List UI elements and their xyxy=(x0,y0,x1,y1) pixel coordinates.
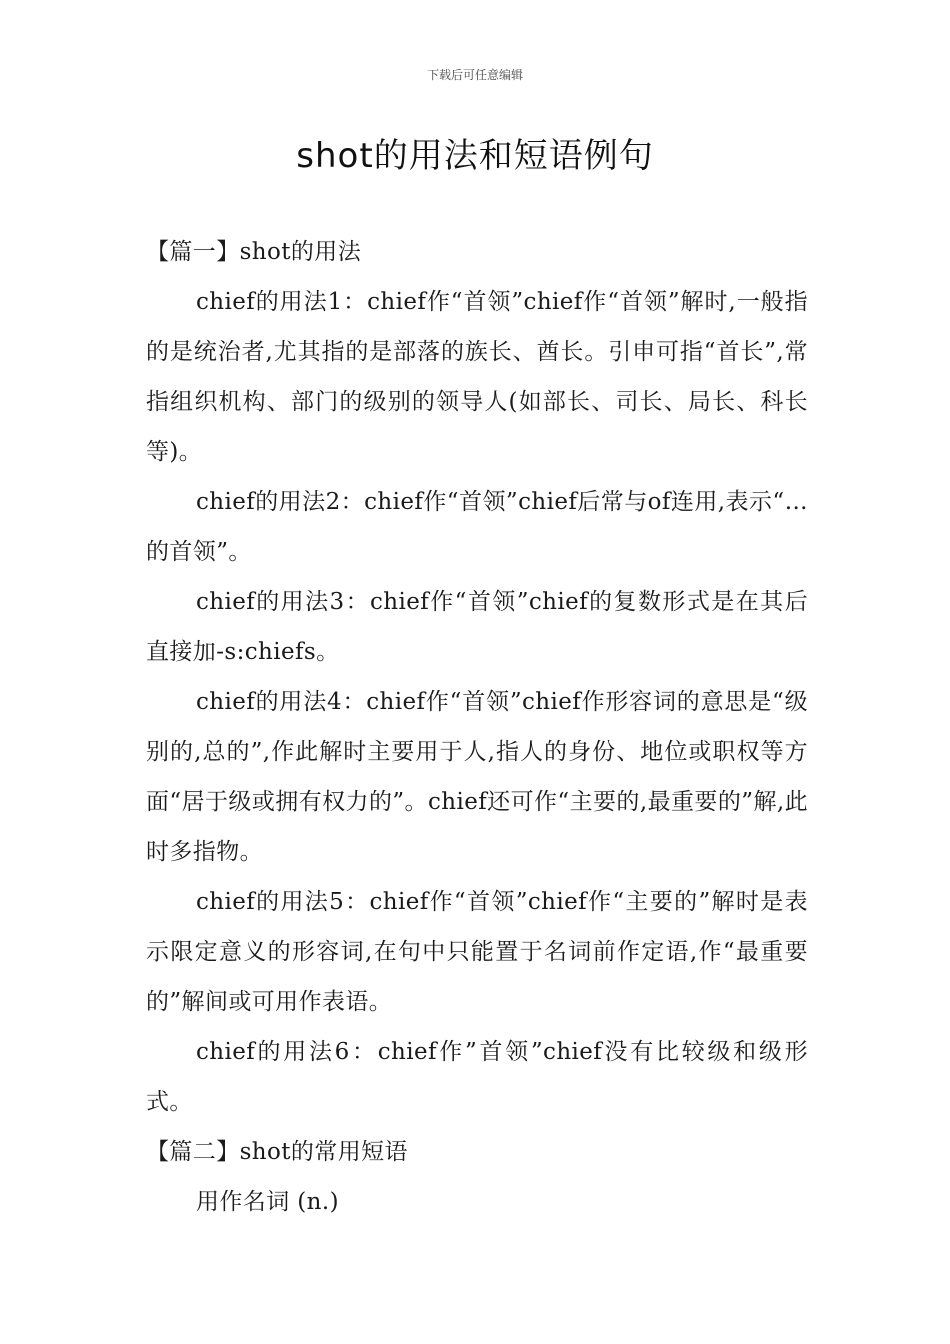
paragraph: chief的用法2：chief作“首领”chief后常与of连用,表示“…的首领”。 xyxy=(146,489,808,565)
paragraph: chief的用法4：chief作“首领”chief作形容词的意思是“级别的,总的”,作此解时主要用于人,指人的身份、地位或职权等方面“居于级或拥有权力的”。chief还可作“主要的,最重要的”解,此时多指物。 xyxy=(146,689,808,865)
paragraph: chief的用法1：chief作“首领”chief作“首领”解时,一般指的是统治者,尤其指的是部落的族长、酋长。引申可指“首长”,常指组织机构、部门的级别的领导人(如部长、司长、局长、科长等)。 xyxy=(146,289,808,465)
section-heading: 【篇二】shot的常用短语 xyxy=(146,1139,408,1165)
paragraph: chief的用法5：chief作“首领”chief作“主要的”解时是表示限定意义的形容词,在句中只能置于名词前作定语,作“最重要的”解间或可用作表语。 xyxy=(146,889,808,1015)
header-note: 下载后可任意编辑 xyxy=(426,68,523,82)
document-body xyxy=(146,227,808,1227)
paragraph: chief的用法3：chief作“首领”chief的复数形式是在其后直接加-s:chiefs。 xyxy=(146,589,808,665)
document-title: shot的用法和短语例句 xyxy=(296,136,654,176)
section-heading: 【篇一】shot的用法 xyxy=(146,239,362,265)
paragraph: 用作名词 (n.) xyxy=(196,1189,339,1215)
paragraph: chief的用法6：chief作”首领”chief没有比较级和级形式。 xyxy=(146,1039,808,1115)
